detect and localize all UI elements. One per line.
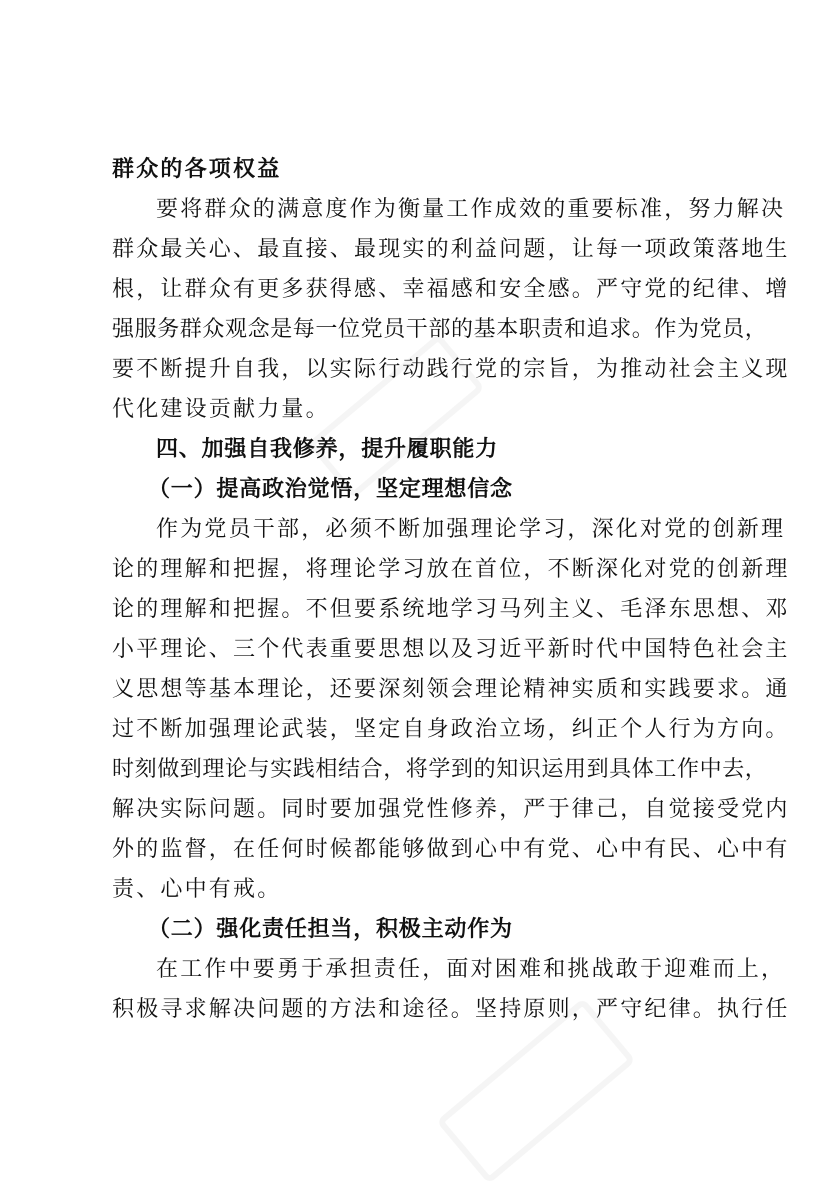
text-line: 群众最关心、最直接、最现实的利益问题，让每一项政策落地生 <box>112 237 790 262</box>
text-line: 小平理论、三个代表重要思想以及习近平新时代中国特色社会主 <box>112 637 790 662</box>
text-line: 外的监督，在任何时候都能够做到心中有党、心中有民、心中有 <box>112 837 790 862</box>
text-line: 责、心中有戒。 <box>112 877 282 902</box>
subsection-heading: （二）强化责任担当，积极主动作为 <box>148 917 513 942</box>
document-body <box>112 150 790 1030</box>
section-heading: 四、加强自我修养，提升履职能力 <box>156 437 499 462</box>
text-line: 论的理解和把握。不但要系统地学习马列主义、毛泽东思想、邓 <box>112 597 790 622</box>
text-line: 要将群众的满意度作为衡量工作成效的重要标准，努力解决 <box>156 197 786 222</box>
text-line: 义思想等基本理论，还要深刻领会理论精神实质和实践要求。通 <box>112 677 790 702</box>
text-line: 论的理解和把握，将理论学习放在首位，不断深化对党的创新理 <box>112 557 790 582</box>
text-line: 代化建设贡献力量。 <box>112 397 330 422</box>
text-line: 根，让群众有更多获得感、幸福感和安全感。严守党的纪律、增 <box>112 277 790 302</box>
text-line: 积极寻求解决问题的方法和途径。坚持原则，严守纪律。执行任 <box>112 997 790 1022</box>
text-line: 在工作中要勇于承担责任，面对困难和挑战敢于迎难而上， <box>156 957 786 982</box>
text-line: 强服务群众观念是每一位党员干部的基本职责和追求。作为党员， <box>112 317 768 342</box>
paragraph-heading: 群众的各项权益 <box>112 157 282 182</box>
text-line: 时刻做到理论与实践相结合，将学到的知识运用到具体工作中去， <box>112 757 768 782</box>
text-line: 解决实际问题。同时要加强党性修养，严于律己，自觉接受党内 <box>112 797 790 822</box>
text-line: 过不断加强理论武装，坚定自身政治立场，纠正个人行为方向。 <box>112 717 790 742</box>
text-line: 要不断提升自我，以实际行动践行党的宗旨，为推动社会主义现 <box>112 357 790 382</box>
subsection-heading: （一）提高政治觉悟，坚定理想信念 <box>148 477 513 502</box>
text-line: 作为党员干部，必须不断加强理论学习，深化对党的创新理 <box>156 517 786 542</box>
